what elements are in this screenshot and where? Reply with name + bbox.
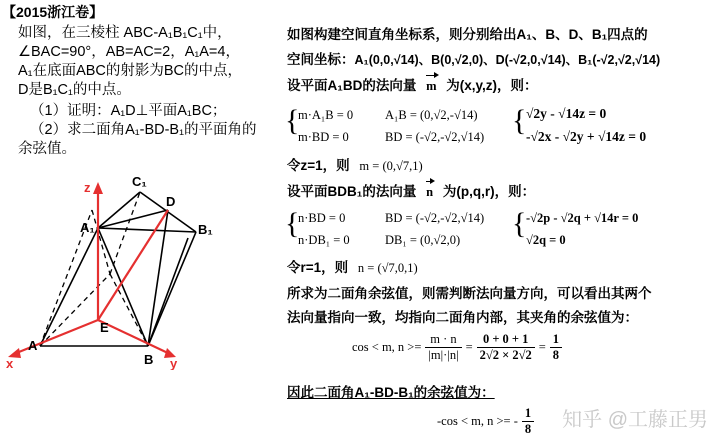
- brace-2: {: [512, 104, 527, 137]
- set-r: 令r=1，则: [287, 260, 349, 275]
- label-a1: A₁: [80, 220, 95, 235]
- sys2-eq-2: √2q = 0: [526, 233, 566, 247]
- final-lhs: -cos < m, n >= -: [437, 414, 518, 428]
- problem-line-7: 余弦值。: [18, 141, 76, 157]
- solution-line-1: 如图构建空间直角坐标系，则分别给出A₁、B、D、B₁四点的: [287, 27, 648, 42]
- solution-line-4: [287, 157, 423, 175]
- sys1-eq-2: -√2x - √2y + √14z = 0: [526, 129, 647, 144]
- edge-aa1: [40, 228, 98, 346]
- x-axis: [14, 320, 98, 354]
- sys1-vec-1: A₁B = (0,√2,-√14): [385, 108, 478, 122]
- hidden-ac: [40, 274, 110, 346]
- final-fraction: [522, 406, 534, 437]
- edge-a1b1: [98, 228, 196, 232]
- vector-m-result: m = (0,√7,1): [359, 159, 423, 173]
- cosine-f1-num: m · n: [425, 332, 461, 348]
- sys2-row-2: n·DB₁ = 0: [298, 233, 350, 247]
- coords-label: 空间坐标：: [287, 52, 355, 67]
- cosine-lhs: cos < m, n >=: [352, 340, 422, 354]
- problem-line-1: 如图，在三棱柱 ABC-A₁B₁C₁中，: [18, 25, 232, 41]
- ed-line: [98, 210, 168, 320]
- solution-line-8: 法向量指向一致，均指向二面角内部，其夹角的余弦值为：: [287, 310, 638, 325]
- brace-1: {: [285, 104, 300, 137]
- source-tag: 【2015浙江卷】: [2, 4, 104, 20]
- coords-values: A₁(0,0,√14)、B(0,√2,0)、D(-√2,0,√14)、B₁(-√2,√2,√14): [354, 53, 661, 67]
- label-c1: C₁: [132, 174, 147, 189]
- vector-n-result: n = (√7,0,1): [357, 261, 418, 275]
- plane1-vars: 为(x,y,z)，则：: [446, 78, 538, 93]
- sys2-vec-2: DB₁ = (0,√2,0): [385, 233, 461, 247]
- plane2-intro: 设平面BDB₁的法向量: [287, 184, 417, 199]
- solution-line-2: [287, 51, 660, 69]
- cosine-f2-den: 2√2 × 2√2: [479, 348, 532, 362]
- label-z: z: [84, 180, 91, 195]
- solution-line-7: 所求为二面角余弦值，则需判断法向量方向，可以看出其两个: [287, 286, 652, 301]
- cosine-f1-den: |m|·|n|: [428, 348, 459, 362]
- brace-4: {: [512, 207, 527, 240]
- cosine-f3-den: 8: [552, 348, 560, 362]
- problem-line-3: A₁在底面ABC的射影为BC的中点，: [18, 63, 243, 79]
- label-b: B: [144, 352, 154, 367]
- watermark: 知乎 @工藤正男: [562, 409, 708, 431]
- sys1-row-2: m·BD = 0: [298, 130, 349, 144]
- final-den: 8: [524, 422, 532, 436]
- edge-bb1: [148, 232, 196, 346]
- final-answer: [437, 406, 534, 437]
- cosine-fraction-3: [550, 332, 562, 363]
- sys2-vec-1: BD = (-√2,-√2,√14): [385, 211, 485, 225]
- label-b1: B₁: [198, 222, 213, 237]
- cosine-f3-num: 1: [550, 332, 562, 348]
- vector-n-symbol: n: [426, 185, 434, 199]
- problem-part-1: （1）证明：A₁D⊥平面A₁BC；: [30, 103, 227, 119]
- problem-line-4: D是B₁C₁的中点。: [18, 82, 131, 98]
- cosine-f2-num: 0 + 0 + 1: [477, 332, 535, 348]
- solution-line-9: 因此二面角A₁-BD-B₁的余弦值为：: [287, 385, 495, 400]
- cosine-fraction-2: [477, 332, 535, 363]
- solution-line-5: [287, 183, 535, 201]
- sys1-vec-2: BD = (-√2,-√2,√14): [385, 130, 485, 144]
- y-axis: [98, 320, 170, 354]
- cosine-fraction-1: [425, 332, 461, 363]
- sys2-eq-1: -√2p - √2q + √14r = 0: [526, 211, 639, 225]
- label-d: D: [166, 194, 176, 209]
- sys2-row-1: n·BD = 0: [298, 211, 346, 225]
- brace-3: {: [285, 207, 300, 240]
- plane1-intro: 设平面A₁BD的法向量: [287, 78, 417, 93]
- final-num: 1: [522, 406, 534, 422]
- sys1-row-1: m·A₁B = 0: [298, 108, 354, 122]
- label-e: E: [100, 320, 109, 335]
- label-a: A: [28, 338, 38, 353]
- label-x: x: [6, 356, 14, 370]
- solution-line-6: [287, 259, 418, 277]
- label-y: y: [170, 356, 178, 370]
- solution-line-3: [287, 77, 538, 95]
- z-arrow: [93, 182, 103, 194]
- prism-figure: [0, 170, 260, 370]
- cosine-formula: cos < m, n >= $\frac{m \cdot n}{|m|\cdot|n|}$ = $\frac{0 + 0 + 1}{2√2 \times 2√2}$ = $\frac{1}{8}$: [352, 332, 562, 363]
- set-z: 令z=1，则: [287, 158, 350, 173]
- sys1-eq-1: √2y - √14z = 0: [526, 106, 607, 121]
- plane2-vars: 为(p,q,r)，则：: [442, 184, 536, 199]
- problem-part-2: （2）求二面角A₁-BD-B₁的平面角的: [30, 122, 257, 138]
- vector-m-symbol: m: [426, 79, 437, 93]
- problem-line-2: ∠BAC=90°，AB=AC=2，A₁A=4，: [18, 44, 240, 60]
